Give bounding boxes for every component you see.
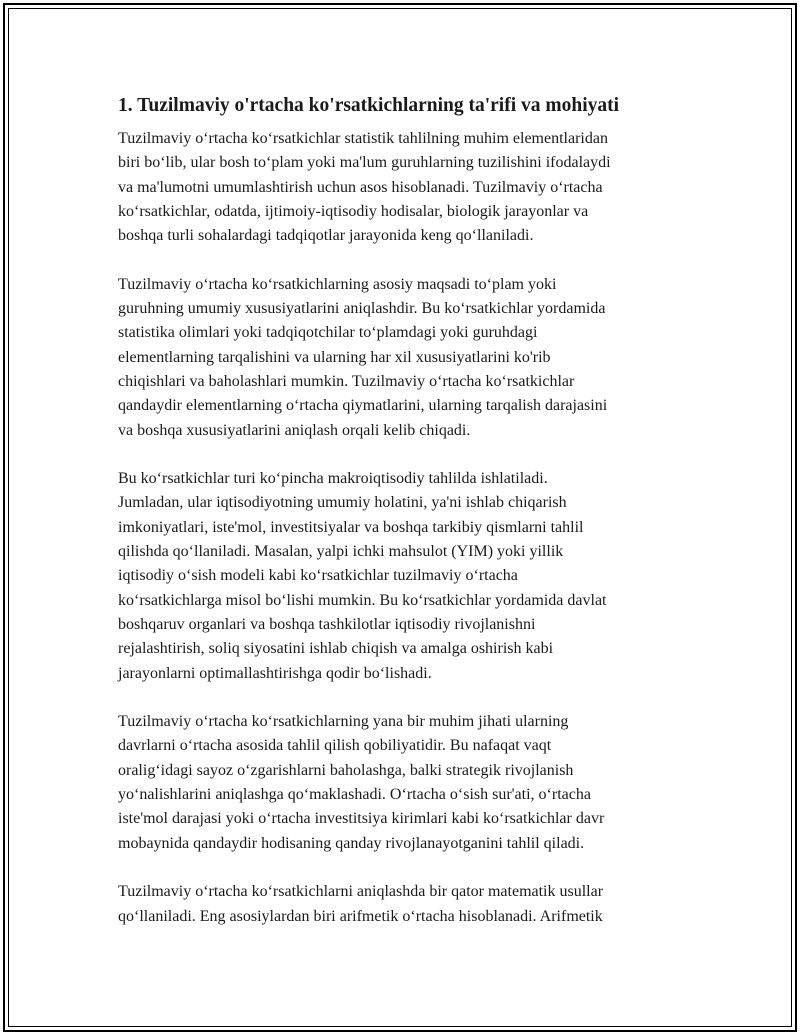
paragraph-1	[118, 127, 688, 248]
text-line: Tuzilmaviy o‘rtacha ko‘rsatkichlarning asosiy maqsadi to‘plam yoki	[118, 275, 557, 293]
paragraph-5	[118, 880, 688, 929]
text-line: yo‘nalishlarini aniqlashga qo‘maklashadi. O‘rtacha o‘sish sur'ati, o‘rtacha	[118, 786, 591, 804]
text-line: va ma'lumotni umumlashtirish uchun asos hisoblanadi. Tuzilmaviy o‘rtacha	[118, 178, 603, 196]
text-line: ko‘rsatkichlar, odatda, ijtimoiy-iqtisodiy hodisalar, biologik jarayonlar va	[118, 202, 589, 220]
paragraph-3	[118, 467, 688, 686]
text-line: iste'mol darajasi yoki o‘rtacha investitsiya kirimlari kabi ko‘rsatkichlar davr	[118, 810, 605, 828]
text-line: Tuzilmaviy o‘rtacha ko‘rsatkichlar statistik tahlilning muhim elementlaridan	[118, 130, 608, 147]
text-line: qilishda qo‘llaniladi. Masalan, yalpi ichki mahsulot (YIM) yoki yillik	[118, 543, 564, 561]
text-line: ko‘rsatkichlarga misol bo‘lishi mumkin. Bu ko‘rsatkichlar yordamida davlat	[118, 591, 607, 609]
text-line: Tuzilmaviy o‘rtacha ko‘rsatkichlarning yana bir muhim jihati ularning	[118, 713, 569, 731]
text-line: chiqishlari va baholashlari mumkin. Tuzilmaviy o‘rtacha ko‘rsatkichlar	[118, 372, 575, 390]
text-line: va boshqa xususiyatlarini aniqlash orqali kelib chiqadi.	[118, 421, 471, 439]
text-line: iqtisodiy o‘sish modeli kabi ko‘rsatkichlar tuzilmaviy o‘rtacha	[118, 567, 518, 585]
text-line: qo‘llaniladi. Eng asosiylardan biri arifmetik o‘rtacha hisoblanadi. Arifmetik	[118, 907, 603, 925]
text-line: qandaydir elementlarning o‘rtacha qiymatlarini, ularning tarqalish darajasini	[118, 397, 608, 415]
text-line: Jumladan, ular iqtisodiyotning umumiy holatini, ya'ni ishlab chiqarish	[118, 494, 567, 512]
text-line: oralig‘idagi sayoz o‘zgarishlarni baholashga, balki strategik rivojlanish	[118, 761, 574, 779]
text-line: elementlarning tarqalishini va ularning har xil xususiyatlarini ko'rib	[118, 348, 551, 366]
document-body	[118, 92, 688, 953]
text-line: guruhning umumiy xususiyatlarini aniqlashdir. Bu ko‘rsatkichlar yordamida	[118, 300, 606, 318]
text-line: statistika olimlari yoki tadqiqotchilar to‘plamdagi yoki guruhdagi	[118, 324, 538, 342]
text-line: Tuzilmaviy o‘rtacha ko‘rsatkichlarni aniqlashda bir qator matematik usullar	[118, 883, 604, 901]
section-heading: 1. Tuzilmaviy o'rtacha ko'rsatkichlarning ta'rifi va mohiyati	[118, 95, 620, 116]
paragraph-4	[118, 710, 688, 856]
text-line: biri bo‘lib, ular bosh to‘plam yoki ma'lum guruhlarning tuzilishini ifodalaydi	[118, 154, 611, 172]
text-line: rejalashtirish, soliq siyosatini ishlab chiqish va amalga oshirish kabi	[118, 640, 554, 658]
text-line: imkoniyatlari, iste'mol, investitsiyalar va boshqa tarkibiy qismlarni tahlil	[118, 518, 584, 536]
text-line: jarayonlarni optimallashtirishga qodir bo‘lishadi.	[118, 664, 432, 682]
text-line: Bu ko‘rsatkichlar turi ko‘pincha makroiqtisodiy tahlilda ishlatiladi.	[118, 470, 548, 488]
paragraph-2	[118, 273, 688, 443]
text-line: davrlarni o‘rtacha asosida tahlil qilish qobiliyatidir. Bu nafaqat vaqt	[118, 737, 552, 755]
text-line: mobaynida qandaydir hodisaning qanday rivojlanayotganini tahlil qiladi.	[118, 834, 585, 852]
text-line: boshqa turli sohalardagi tadqiqotlar jarayonida keng qo‘llaniladi.	[118, 227, 534, 245]
text-line: boshqaruv organlari va boshqa tashkilotlar iqtisodiy rivojlanishni	[118, 615, 536, 633]
